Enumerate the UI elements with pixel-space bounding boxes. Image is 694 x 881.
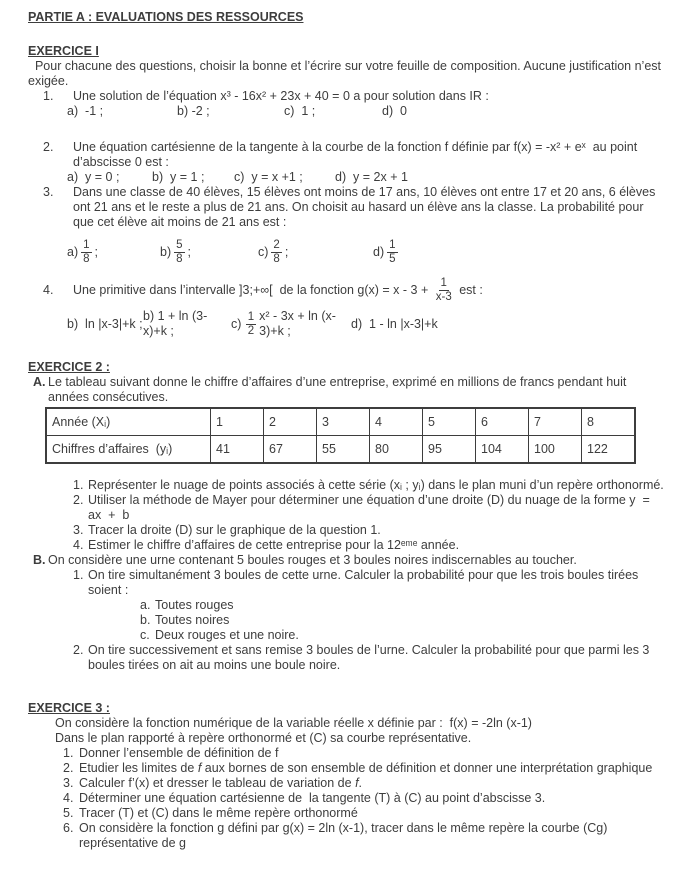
list-item: 1. Donner l’ensemble de définition de f	[63, 746, 279, 761]
list-item: a. Toutes rouges	[140, 598, 234, 613]
part-a-text: Le tableau suivant donne le chiffre d’affaires d’une entreprise, exprimé en millions de francs pendant huit années consécutives.	[48, 375, 630, 405]
option: d) 1 - ln |x-3|+k	[351, 316, 438, 331]
data-table	[45, 407, 636, 464]
option: a) $\frac{1}{8}$ ;	[67, 239, 99, 265]
list-item: c. Deux rouges et une noire.	[140, 628, 299, 643]
list-item: 2. On tire successivement et sans remise 3 boules de l’urne. Calculer la probabilité pour que parmi les 3 boules tirées on ait au moins une boule noire.	[73, 643, 653, 673]
table-cell: 7	[529, 408, 582, 436]
exercice-1-intro: Pour chacune des questions, choisir la bonne et l’écrire sur votre feuille de composition. Aucune justification n’est exigée.	[28, 59, 665, 88]
question-2	[43, 140, 666, 170]
table-cell: 95	[423, 436, 476, 464]
fraction: $\frac{5}{8}$	[176, 239, 183, 265]
option: b) $\frac{5}{8}$ ;	[160, 239, 192, 265]
question-3	[43, 185, 666, 230]
list-item: 1. On tire simultanément 3 boules de cette urne. Calculer la probabilité pour que les trois boules tirées soient :	[73, 568, 642, 598]
fraction: $\frac{1}{2}$	[247, 311, 255, 337]
question-4-text: Une primitive dans l’intervalle ]3;+∞[ de la fonction g(x) = x - 3 +	[73, 282, 432, 297]
exercice-3-intro-1: On considère la fonction numérique de la variable réelle x définie par : f(x) = -2ln (x-1)	[55, 716, 532, 731]
table-cell: 55	[317, 436, 370, 464]
list-item: 2. Utiliser la méthode de Mayer pour déterminer une équation d’une droite (D) du nuage de la forme y = ax + b	[73, 493, 657, 523]
question-2-options	[67, 170, 666, 185]
table-cell: 100	[529, 436, 582, 464]
exercice-2	[28, 360, 666, 673]
list-item: 1. Représenter le nuage de points associés à cette série (xᵢ ; yᵢ) dans le plan muni d’un repère orthonormé.	[73, 478, 664, 493]
part-b-text: On considère une urne contenant 5 boules rouges et 3 boules noires indiscernables au toucher.	[48, 553, 577, 568]
table-cell: Année (Xᵢ)	[46, 408, 211, 436]
list-item: b. Toutes noires	[140, 613, 230, 628]
question-3-number: 3.	[43, 185, 54, 200]
option: b) y = 1 ;	[152, 170, 205, 185]
table-cell: 2	[264, 408, 317, 436]
part-b-label: B.	[33, 553, 46, 568]
question-2-text: Une équation cartésienne de la tangente à la courbe de la fonction f définie par f(x) = -x² + eˣ au point d’abscisse 0 est :	[73, 140, 641, 170]
list-item: 6. On considère la fonction g défini par g(x) = 2ln (x-1), tracer dans le même repère la courbe (Cg) représentative de g	[63, 821, 611, 851]
question-4-number: 4.	[43, 282, 54, 297]
question-3-options	[67, 236, 666, 268]
list-item: 3. Tracer la droite (D) sur le graphique de la question 1.	[73, 523, 381, 538]
table-cell: 8	[582, 408, 636, 436]
option: c) $\frac{2}{8}$ ;	[258, 239, 289, 265]
table-cell: Chiffres d’affaires (yᵢ)	[46, 436, 211, 464]
part-a-questions	[28, 478, 666, 553]
table-cell: 104	[476, 436, 529, 464]
option: a) y = 0 ;	[67, 170, 120, 185]
exercice-1-heading: EXERCICE I	[28, 44, 99, 58]
exercice-2-heading: EXERCICE 2 :	[28, 360, 110, 375]
list-item: 4. Estimer le chiffre d’affaires de cette entreprise pour la 12ᵉᵐᵉ année.	[73, 538, 460, 553]
option: b) ln |x-3|+k ;	[67, 316, 143, 331]
option: d) 0	[382, 104, 408, 119]
option: b) 1 + ln (3-x)+k ;	[143, 309, 208, 339]
table-cell: 67	[264, 436, 317, 464]
list-item: 5. Tracer (T) et (C) dans le même repère orthonormé	[63, 806, 358, 821]
table-row	[46, 436, 635, 464]
part-a-label: A.	[33, 375, 46, 390]
exercice-3-heading: EXERCICE 3 :	[28, 701, 110, 716]
table-row	[46, 408, 635, 436]
list-item: 3. Calculer f’(x) et dresser le tableau de variation de f.	[63, 776, 363, 791]
question-1-text: Une solution de l’équation x³ - 16x² + 23x + 40 = 0 a pour solution dans IR :	[73, 89, 489, 103]
question-4: 4. Une primitive dans l’intervalle ]3;+∞[ de la fonction g(x) = x - 3 + $\frac{1}{x-3}$ est :	[43, 277, 483, 303]
question-4-options	[67, 308, 666, 340]
part-b	[33, 553, 666, 568]
exercice-1	[28, 44, 666, 340]
question-2-number: 2.	[43, 140, 54, 155]
fraction: $\frac{2}{8}$	[273, 239, 280, 265]
part-title: PARTIE A : EVALUATIONS DES RESSOURCES	[28, 10, 304, 24]
table-cell: 1	[211, 408, 264, 436]
question-1-number: 1.	[43, 89, 54, 103]
table-cell: 3	[317, 408, 370, 436]
list-item: 2. Etudier les limites de f aux bornes de son ensemble de définition et donner une interprétation graphique	[63, 761, 653, 776]
table-cell: 6	[476, 408, 529, 436]
table-cell: 122	[582, 436, 636, 464]
exercice-3-intro-2: Dans le plan rapporté à repère orthonormé et (C) sa courbe représentative.	[55, 731, 472, 746]
question-3-text: Dans une classe de 40 élèves, 15 élèves ont moins de 17 ans, 10 élèves ont entre 17 et 20 ans, 6 élèves ont 21 ans et le reste a plus de 21 ans. On choisit au hasard un élève ans la classe. La probabilité pour que cet élève ait moins de 21 ans est :	[73, 185, 659, 230]
question-1	[43, 89, 666, 104]
table-cell: 80	[370, 436, 423, 464]
option: b) -2 ;	[177, 104, 210, 119]
table-cell: 41	[211, 436, 264, 464]
part-a	[33, 375, 666, 405]
fraction: $\frac{1}{8}$	[83, 239, 90, 265]
option: c) 1 ;	[284, 104, 316, 119]
question-1-options	[67, 104, 666, 119]
option: d) y = 2x + 1	[335, 170, 408, 185]
option: d) $\frac{1}{5}$	[373, 239, 396, 265]
option: c) $\frac{1}{2}$ x² - 3x + ln (x-3)+k ;	[231, 309, 336, 339]
table-cell: 5	[423, 408, 476, 436]
fraction: $\frac{1}{x-3}$	[435, 277, 452, 303]
table-cell: 4	[370, 408, 423, 436]
option: c) y = x +1 ;	[234, 170, 303, 185]
fraction: $\frac{1}{5}$	[389, 239, 396, 265]
list-item: 4. Déterminer une équation cartésienne de la tangente (T) à (C) au point d’abscisse 3.	[63, 791, 546, 806]
option: a) -1 ;	[67, 104, 104, 119]
exercice-3	[28, 701, 666, 851]
